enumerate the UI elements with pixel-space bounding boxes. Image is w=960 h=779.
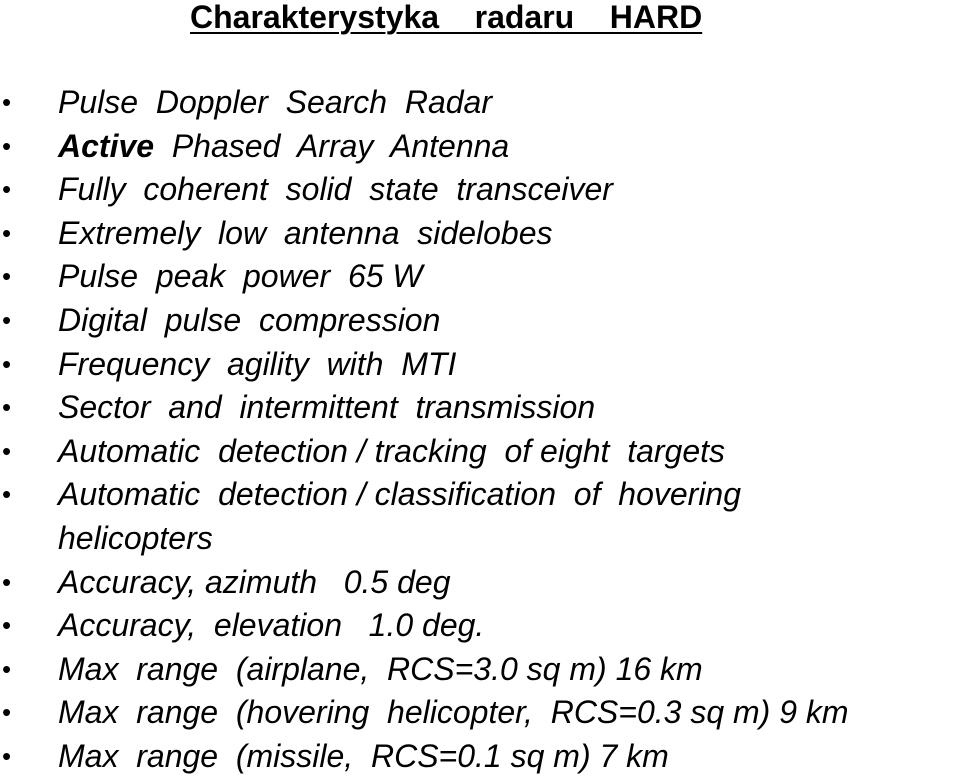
spec-item <box>0 343 960 387</box>
spec-item <box>0 604 960 648</box>
spec-list <box>0 81 960 779</box>
spec-text: Phased Array Antenna <box>154 127 510 164</box>
spec-text: Pulse Doppler Search Radar <box>58 84 492 120</box>
bullet-icon: • <box>2 261 12 292</box>
spec-text: Sector and intermittent transmission <box>58 389 596 426</box>
bullet-icon: • <box>2 304 12 335</box>
spec-text: Max range (missile, RCS=0.1 sq m) 7 km <box>58 737 669 774</box>
bullet-icon: • <box>2 566 12 597</box>
spec-item <box>0 255 960 299</box>
slide-title: Charakterystyka radaru HARD <box>190 0 703 35</box>
spec-item <box>0 430 960 474</box>
spec-item <box>0 735 960 779</box>
spec-text: Frequency agility with MTI <box>58 345 457 382</box>
bullet-icon: • <box>2 610 12 641</box>
bullet-icon: • <box>2 697 12 728</box>
bullet-icon: • <box>2 87 12 117</box>
spec-item <box>0 81 960 125</box>
spec-item <box>0 299 960 343</box>
bullet-icon: • <box>2 392 12 423</box>
spec-text: Automatic detection / classification of hovering helicopters <box>58 476 742 556</box>
bullet-icon: • <box>2 740 12 771</box>
bullet-icon: • <box>2 479 12 510</box>
bullet-icon: • <box>2 653 12 684</box>
bullet-icon: • <box>2 130 12 161</box>
spec-text: Pulse peak power 65 W <box>58 258 423 295</box>
spec-text: Fully coherent solid state transceiver <box>58 171 613 208</box>
spec-text: Digital pulse compression <box>58 301 441 338</box>
spec-item <box>0 125 960 169</box>
spec-item <box>0 473 960 560</box>
spec-item <box>0 691 960 735</box>
spec-item <box>0 561 960 605</box>
spec-text: Extremely low antenna sidelobes <box>58 214 553 251</box>
bullet-icon: • <box>2 174 12 205</box>
bullet-icon: • <box>2 348 12 379</box>
spec-item <box>0 168 960 212</box>
spec-text: Accuracy, azimuth 0.5 deg <box>58 563 451 600</box>
spec-text: Max range (hovering helicopter, RCS=0.3 sq m) 9 km <box>58 694 849 731</box>
spec-text: Automatic detection / tracking of eight targets <box>58 432 726 469</box>
spec-item <box>0 212 960 256</box>
spec-item <box>0 386 960 430</box>
spec-emphasis: Active <box>58 127 155 164</box>
spec-item <box>0 648 960 692</box>
bullet-icon: • <box>2 217 12 248</box>
spec-text: Accuracy, elevation 1.0 deg. <box>58 607 485 644</box>
bullet-icon: • <box>2 435 12 466</box>
spec-text: Max range (airplane, RCS=3.0 sq m) 16 km <box>58 650 703 687</box>
